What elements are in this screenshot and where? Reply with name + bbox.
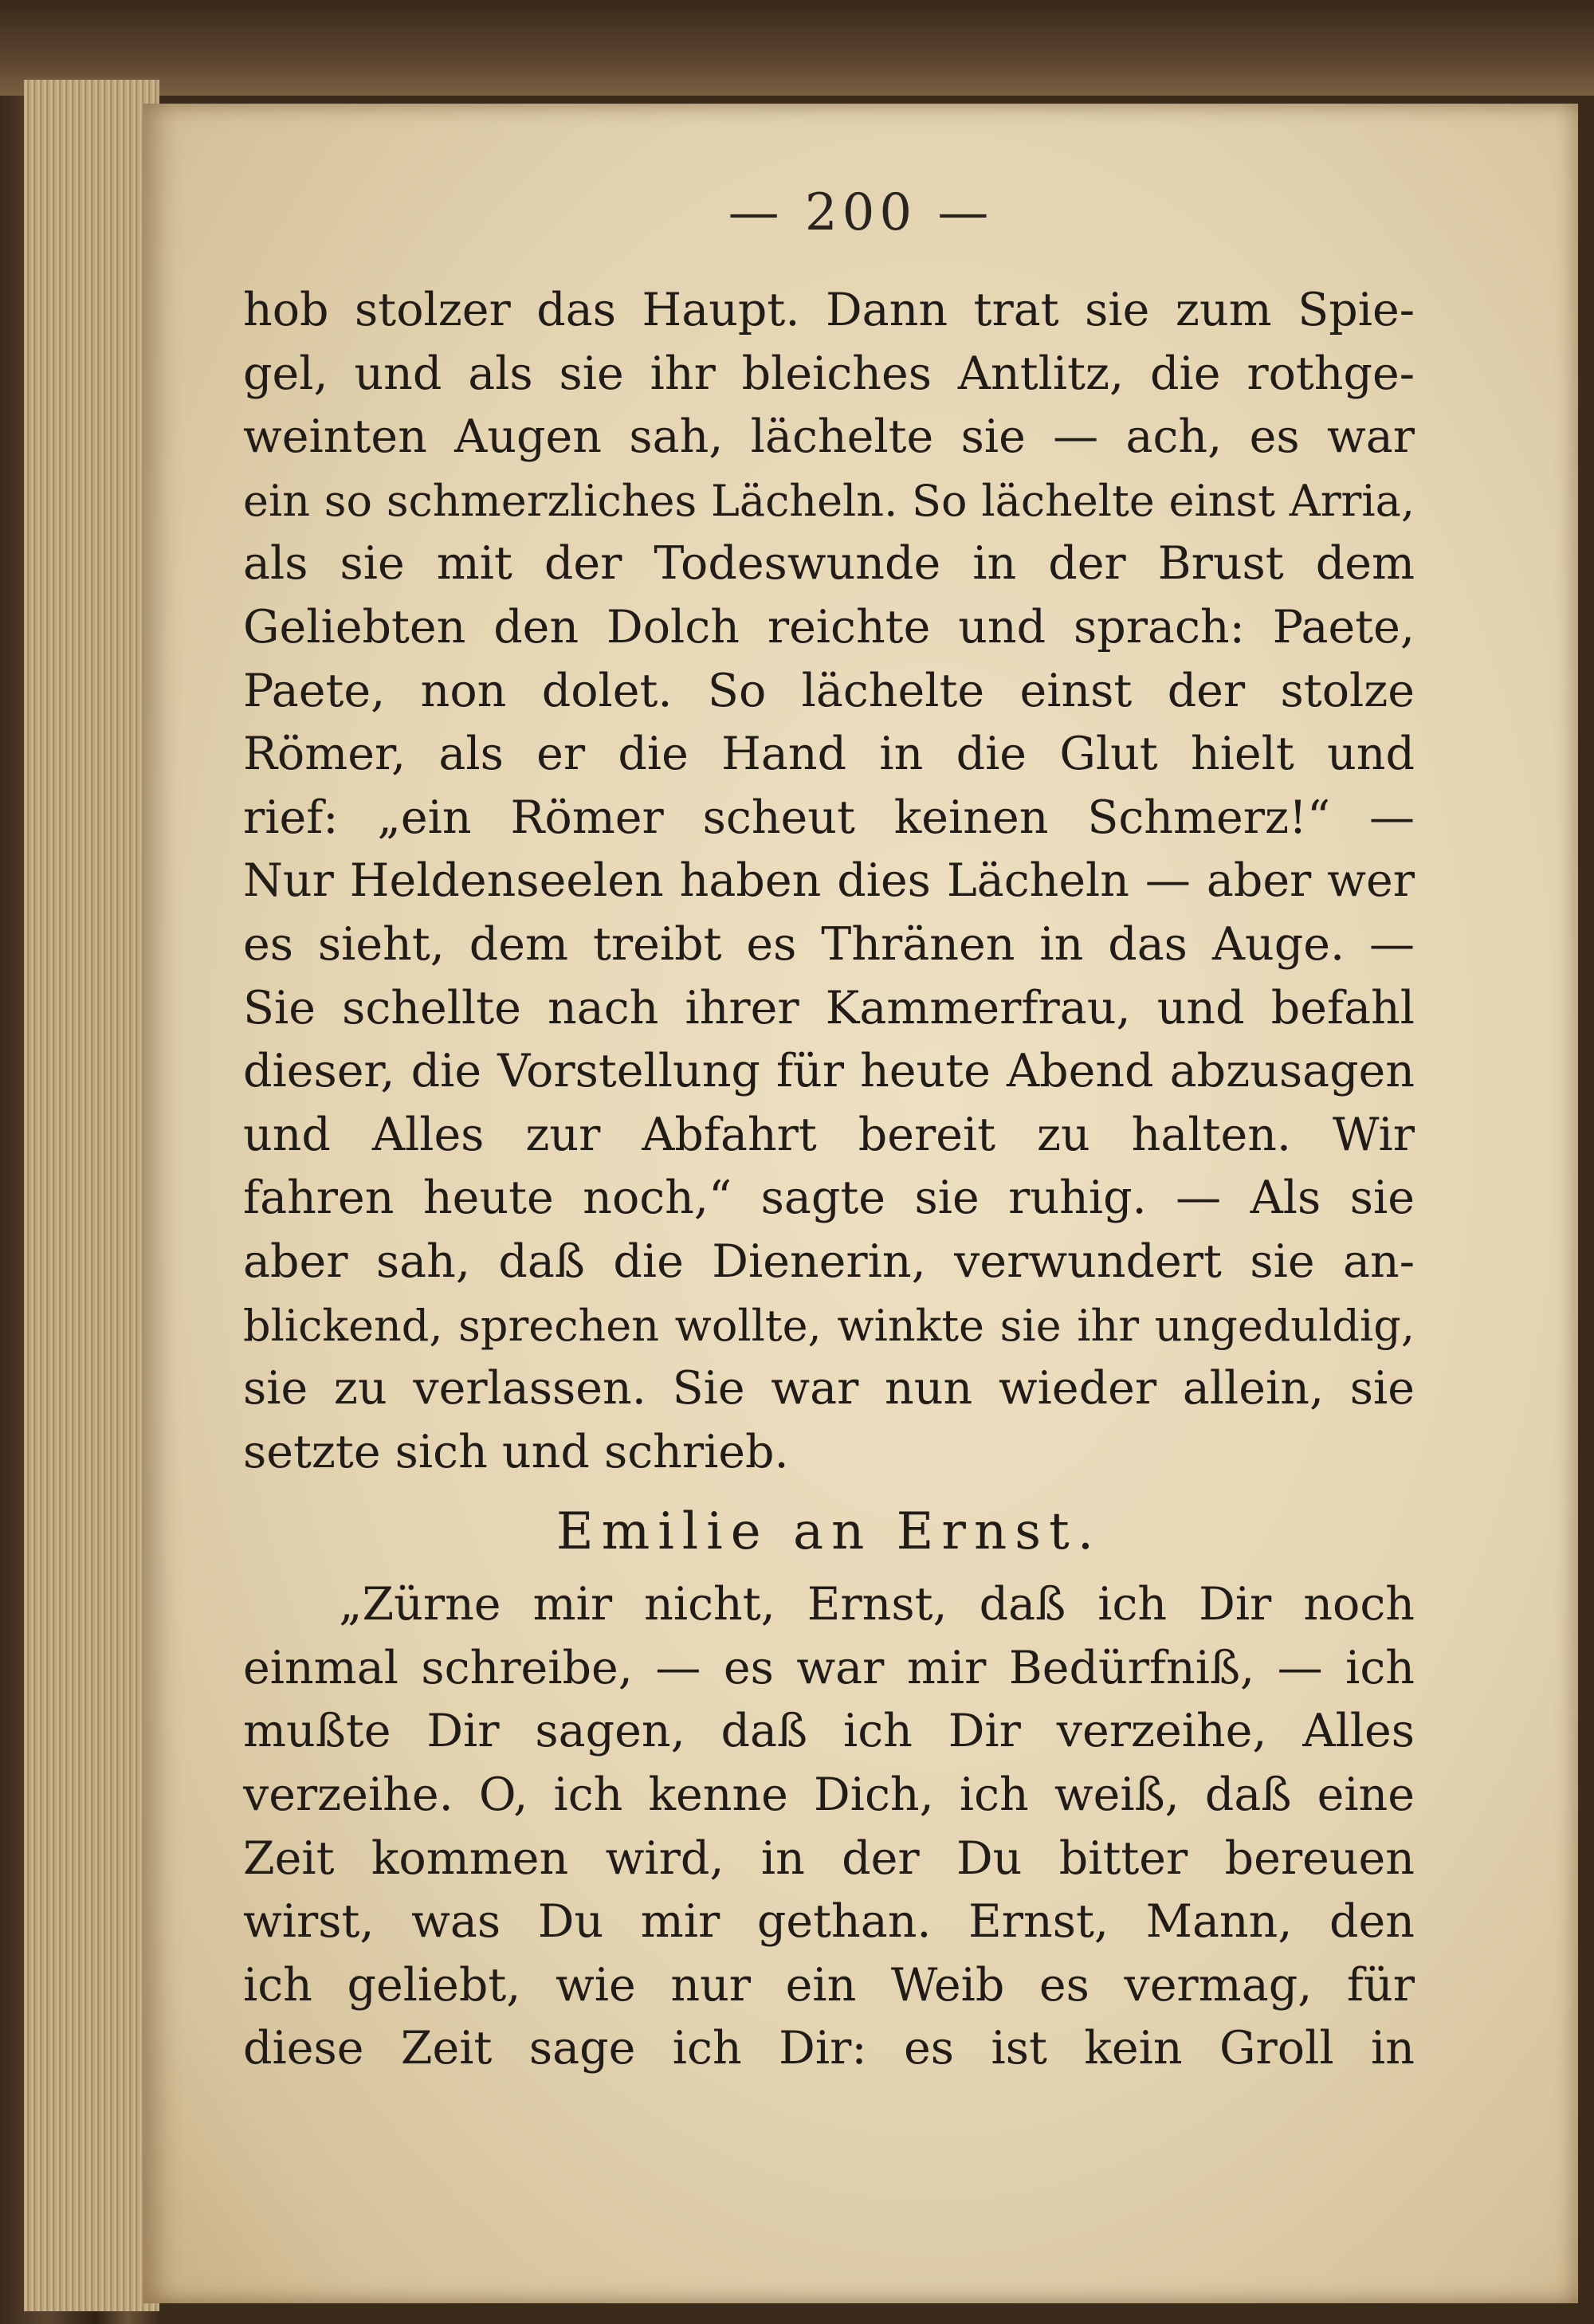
text-line: Geliebten den Dolch reichte und sprach: Paete, — [243, 600, 1415, 654]
text-line: Nur Heldenseelen haben dies Lächeln — aber wer — [243, 854, 1415, 908]
text-line: Paete, non dolet. So lächelte einst der stolze — [243, 664, 1415, 717]
page-stack-edges — [24, 80, 159, 2311]
text-line: rief: „ein Römer scheut keinen Schmerz!“ — — [243, 791, 1415, 844]
section-heading: Emilie an Ernst. — [556, 1502, 1102, 1562]
text-line: es sieht, dem treibt es Thränen in das Auge. — — [243, 917, 1415, 971]
text-line: gel, und als sie ihr bleiches Antlitz, die rothge- — [243, 347, 1415, 400]
page-number: — 200 — — [728, 183, 994, 242]
book-page — [143, 104, 1578, 2303]
text-line: wirst, was Du mir gethan. Ernst, Mann, den — [243, 1895, 1415, 1949]
text-line: Römer, als er die Hand in die Glut hielt und — [243, 728, 1415, 781]
text-line: als sie mit der Todeswunde in der Brust dem — [243, 537, 1415, 591]
text-line: blickend, sprechen wollte, winkte sie ihr ungeduldig, — [243, 1300, 1415, 1351]
text-line: mußte Dir sagen, daß ich Dir verzeihe, Alles — [243, 1705, 1415, 1758]
text-line: ich geliebt, wie nur ein Weib es vermag, für — [243, 1958, 1415, 2012]
paragraph-2 — [243, 1573, 1415, 2081]
text-line: hob stolzer das Haupt. Dann trat sie zum Spie- — [243, 284, 1415, 336]
paragraph-1 — [243, 279, 1415, 1484]
text-line: verzeihe. O, ich kenne Dich, ich weiß, daß eine — [243, 1769, 1415, 1822]
text-line: fahren heute noch,“ sagte sie ruhig. — Als sie — [243, 1172, 1415, 1225]
text-line: „Zürne mir nicht, Ernst, daß ich Dir noch — [339, 1578, 1415, 1631]
text-line: diese Zeit sage ich Dir: es ist kein Groll in — [243, 2022, 1415, 2075]
text-line: sie zu verlassen. Sie war nun wieder allein, sie — [243, 1362, 1415, 1415]
text-line: aber sah, daß die Dienerin, verwundert sie an- — [243, 1235, 1415, 1288]
book-cover-edge — [0, 0, 1594, 96]
page-text — [243, 279, 1415, 2081]
text-line: ein so schmerzliches Lächeln. So lächelte einst Arria, — [243, 475, 1415, 526]
text-line: setzte sich und schrieb. — [243, 1425, 789, 1478]
text-line: dieser, die Vorstellung für heute Abend abzusagen — [243, 1045, 1415, 1098]
text-line: einmal schreibe, — es war mir Bedürfniß, — ich — [243, 1641, 1415, 1694]
text-line: Sie schellte nach ihrer Kammerfrau, und befahl — [243, 981, 1415, 1034]
text-line: weinten Augen sah, lächelte sie — ach, es war — [243, 410, 1415, 464]
text-line: und Alles zur Abfahrt bereit zu halten. Wir — [243, 1108, 1415, 1161]
text-line: Zeit kommen wird, in der Du bitter bereuen — [243, 1831, 1415, 1885]
